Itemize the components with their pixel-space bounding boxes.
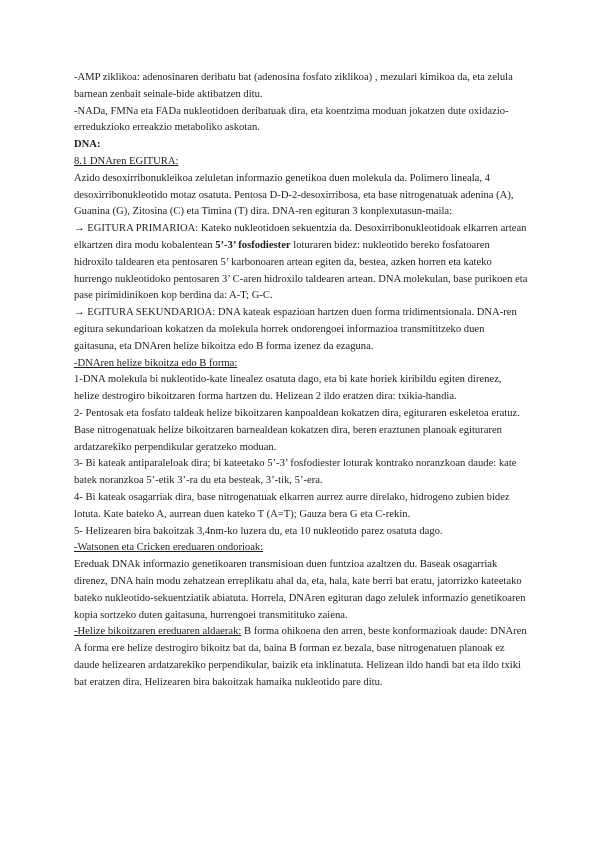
paragraph-dna-intro: Azido desoxirribonukleikoa zeluletan informazio genetikoa duen molekula da. Polimero lineala, 4 desoxirribonukleotido motaz osatuta. Pentosa D-D-2-desoxirribosa, eta base nitrogenatuak adenina (A), Guanina (G), Zitosina (C) eta Timina (T) dira. DNA-ren egituran 3 konplexutasun-maila: [74,172,514,218]
paragraph-helix-point-1: 1-DNA molekula bi nukleotido-kate linealez osatuta dago, eta bi kate horiek kiribildu egiten direnez, helize destrogiro bikoitzaren forma hartzen du. Helizean 2 ildo eratzen dira: txikia-handia. [74,374,502,403]
document-page [74,70,528,691]
paragraph-helix-point-2: 2- Pentosak eta fosfato taldeak helize bikoitzaren kanpoaldean kokatzen dira, egituraren eskeletoa eratuz. Base nitrogenatuak helize bikoitzaren barnealdean kokatzen dira, beren eraztunen planoak egituraren ardatzarekiko perpendikular geratzeko moduan. [74,407,520,453]
paragraph-watson-crick: Ereduak DNAk informazio genetikoaren transmisioan duen funtzioa azaltzen du. Baseak osagarriak direnez, DNA hain modu zehatzean erreplikatu ahal da, eta, hala, kate berri bat eratu, jatorrizko kateetako bateko nukleotido-sekuentziatik abiatuta. Horrela, DNAren egituran dago zelulek informazio genetikoaren kopia sortzeko duten gaitasuna, hurrengoei transmitituko zaiena. [74,559,526,621]
heading-dna: DNA: [74,139,101,151]
paragraph-helix-point-5: 5- Helizearen bira bakoitzak 3,4nm-ko luzera du, eta 10 nukleotido parez osatuta dago. [74,525,443,537]
paragraph-primary-structure [74,221,528,305]
helix-variants-text: B forma ohikoena den arren, beste konformazioak daude: DNAren A forma ere helize destrogiro bikoitz bat da, baina B forman ez bezala, base nitrogenatuen planoak ez daude helizearen ardatzarekiko perpendikular, baizik eta inklinatuta. Helizean ildo handi bat eta ildo txiki bat eratzen dira. Helizearen bira bakoitzak hamaika nukleotido pare ditu. [74,626,527,688]
paragraph-helix-variants [74,624,528,691]
primary-structure-text-a: → EGITURA PRIMARIOA: Kateko nukleotidoen sekuentzia da. Desoxirribonukleotidoak elkarren artean elkartzen dira modu kobalentean [74,223,527,251]
primary-structure-text-b: loturaren bidez: nukleotido bereko fosfatoaren hidroxilo taldearen eta pentosaren 5’ karbonoaren artean egiten da, bestea, azken horren eta kateko hurrengo nukleotidoko pentosaren 3’ C-aren hidroxilo taldearen artean. DNA molekulan, base purikoen eta pase pirimidinikoen kop berdina da: A-T; G-C. [74,239,528,302]
heading-double-helix: -DNAren helize bikoitza edo B forma: [74,357,238,369]
paragraph-secondary-structure: → EGITURA SEKUNDARIOA: DNA kateak espazioan hartzen duen forma tridimentsionala. DNA-ren egitura sekundarioan kokatzen da molekula horrek ondorengoei informazioa transmititzeko duen gaitasuna, eta DNAren helize bikoitza edo B forma izenez da ezaguna. [74,307,517,352]
phosphodiester-bond-term: 5’-3’ fosfodiester [215,239,291,251]
paragraph-helix-point-3: 3- Bi kateak antiparaleloak dira; bi kateetako 5’-3’ fosfodiester loturak kontrako noranzkoan daude: kate batek noranzkoa 5’-etik 3’-ra du eta besteak, 3’-tik, 5’-era. [74,458,517,487]
heading-dna-structure: 8.1 DNAren EGITURA: [74,155,179,167]
paragraph-helix-point-4: 4- Bi kateak osagarriak dira, base nitrogenatuak elkarren aurrez aurre direlako, hidrogeno zubien bidez lotuta. Kate bateko A, aurrean duen kateko T (A=T); Gauza bera G eta C-rekin. [74,491,510,520]
paragraph-nad: -NADa, FMNa eta FADa nukleotidoen deribatuak dira, eta koentzima moduan jokatzen dute oxidazio-erredukzioko erreakzio metaboliko askotan. [74,105,509,134]
heading-helix-variants: -Helize bikoitzaren ereduaren aldaerak: [74,626,242,638]
heading-watson-crick: -Watsonen eta Cricken ereduaren ondorioak: [74,542,264,554]
paragraph-amp: -AMP ziklikoa: adenosinaren deribatu bat (adenosina fosfato ziklikoa) , mezulari kimikoa da, eta zelula barnean zenbait seinale-bide aktibatzen ditu. [74,72,513,100]
